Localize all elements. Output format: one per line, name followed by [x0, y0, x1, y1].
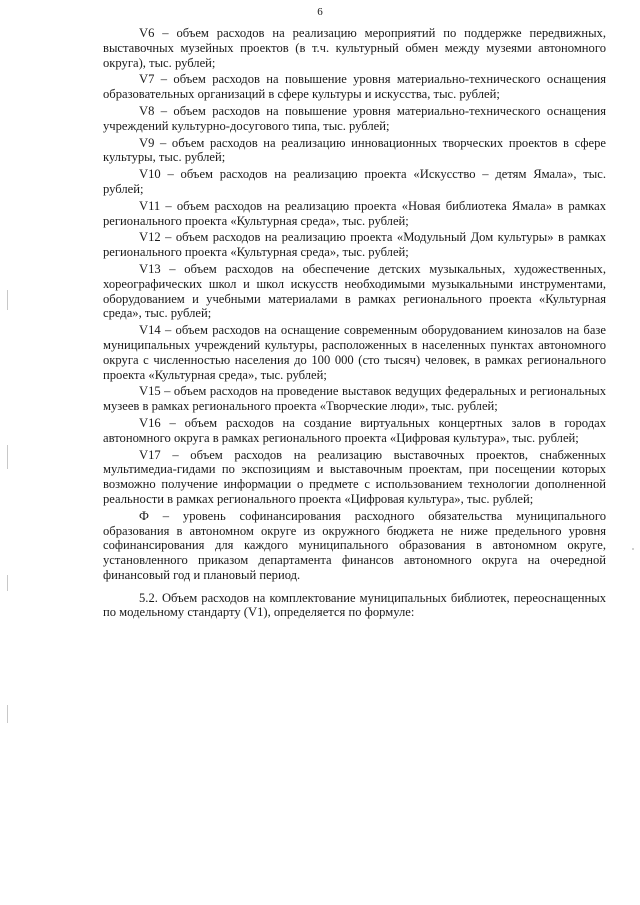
paragraph-v12: V12 – объем расходов на реализацию проекта «Модульный Дом культуры» в рамках регионального проекта «Культурная среда», тыс. рублей;	[103, 230, 606, 260]
section-5-2: 5.2. Объем расходов на комплектование муниципальных библиотек, переоснащенных по модельному стандарту (V1), определяется по формуле:	[103, 590, 606, 620]
document-body	[103, 26, 606, 620]
paragraph-v11: V11 – объем расходов на реализацию проекта «Новая библиотека Ямала» в рамках регионального проекта «Культурная среда», тыс. рублей;	[103, 198, 606, 228]
paragraph-v8: V8 – объем расходов на повышение уровня материально-технического оснащения учреждений культурно-досугового типа, тыс. рублей;	[103, 103, 606, 133]
scan-edge-mark	[7, 290, 8, 310]
paragraph-v13: V13 – объем расходов на обеспечение детских музыкальных, художественных, хореографических школ и школ искусств необходимыми музыкальными инструментами, оборудованием и учебными материалами в рамках регионального проекта «Культурная среда», тыс. рублей;	[103, 261, 606, 321]
scan-edge-mark	[7, 705, 8, 723]
paragraph-v14: V14 – объем расходов на оснащение современным оборудованием кинозалов на базе муниципальных учреждений культуры, расположенных в населенных пунктах автономного округа с численностью населения до 100 000 (сто тысяч) человек, в рамках регионального проекта «Культурная среда», тыс. рублей;	[103, 323, 606, 382]
paragraph-v10: V10 – объем расходов на реализацию проекта «Искусство – детям Ямала», тыс. рублей;	[103, 167, 606, 196]
paragraph-phi: Ф – уровень софинансирования расходного обязательства муниципального образования в автономном округе из окружного бюджета не ниже предельного уровня софинансирования для каждого муниципального образования в автономном округе, установленного приказом департамента финансов автономного округа на очередной финансовый год и плановый период.	[103, 508, 606, 582]
scan-speck	[632, 548, 634, 550]
paragraph-v15: V15 – объем расходов на проведение выставок ведущих федеральных и региональных музеев в рамках регионального проекта «Творческие люди», тыс. рублей;	[103, 384, 606, 414]
scan-edge-mark	[7, 575, 8, 591]
paragraph-v6: V6 – объем расходов на реализацию мероприятий по поддержке передвижных, выставочных музейных проектов (в т.ч. культурный обмен между музеями автономного округа), тыс. рублей;	[103, 26, 606, 70]
paragraph-v17: V17 – объем расходов на реализацию выставочных проектов, снабженных мультимедиа-гидами по экспозициям и выставочным проектам, при посещении которых возможно получение информации о предмете с использованием технологии дополненной реальности в рамках регионального проекта «Цифровая культура», тыс. рублей;	[103, 447, 606, 506]
paragraph-v16: V16 – объем расходов на создание виртуальных концертных залов в городах автономного округа в рамках регионального проекта «Цифровая культура», тыс. рублей;	[103, 415, 606, 445]
page-number: 6	[317, 6, 323, 18]
scan-edge-mark	[7, 445, 8, 469]
paragraph-v9: V9 – объем расходов на реализацию инновационных творческих проектов в сфере культуры, тыс. рублей;	[103, 135, 606, 165]
paragraph-v7: V7 – объем расходов на повышение уровня материально-технического оснащения образовательных организаций в сфере культуры и искусства, тыс. рублей;	[103, 72, 606, 102]
